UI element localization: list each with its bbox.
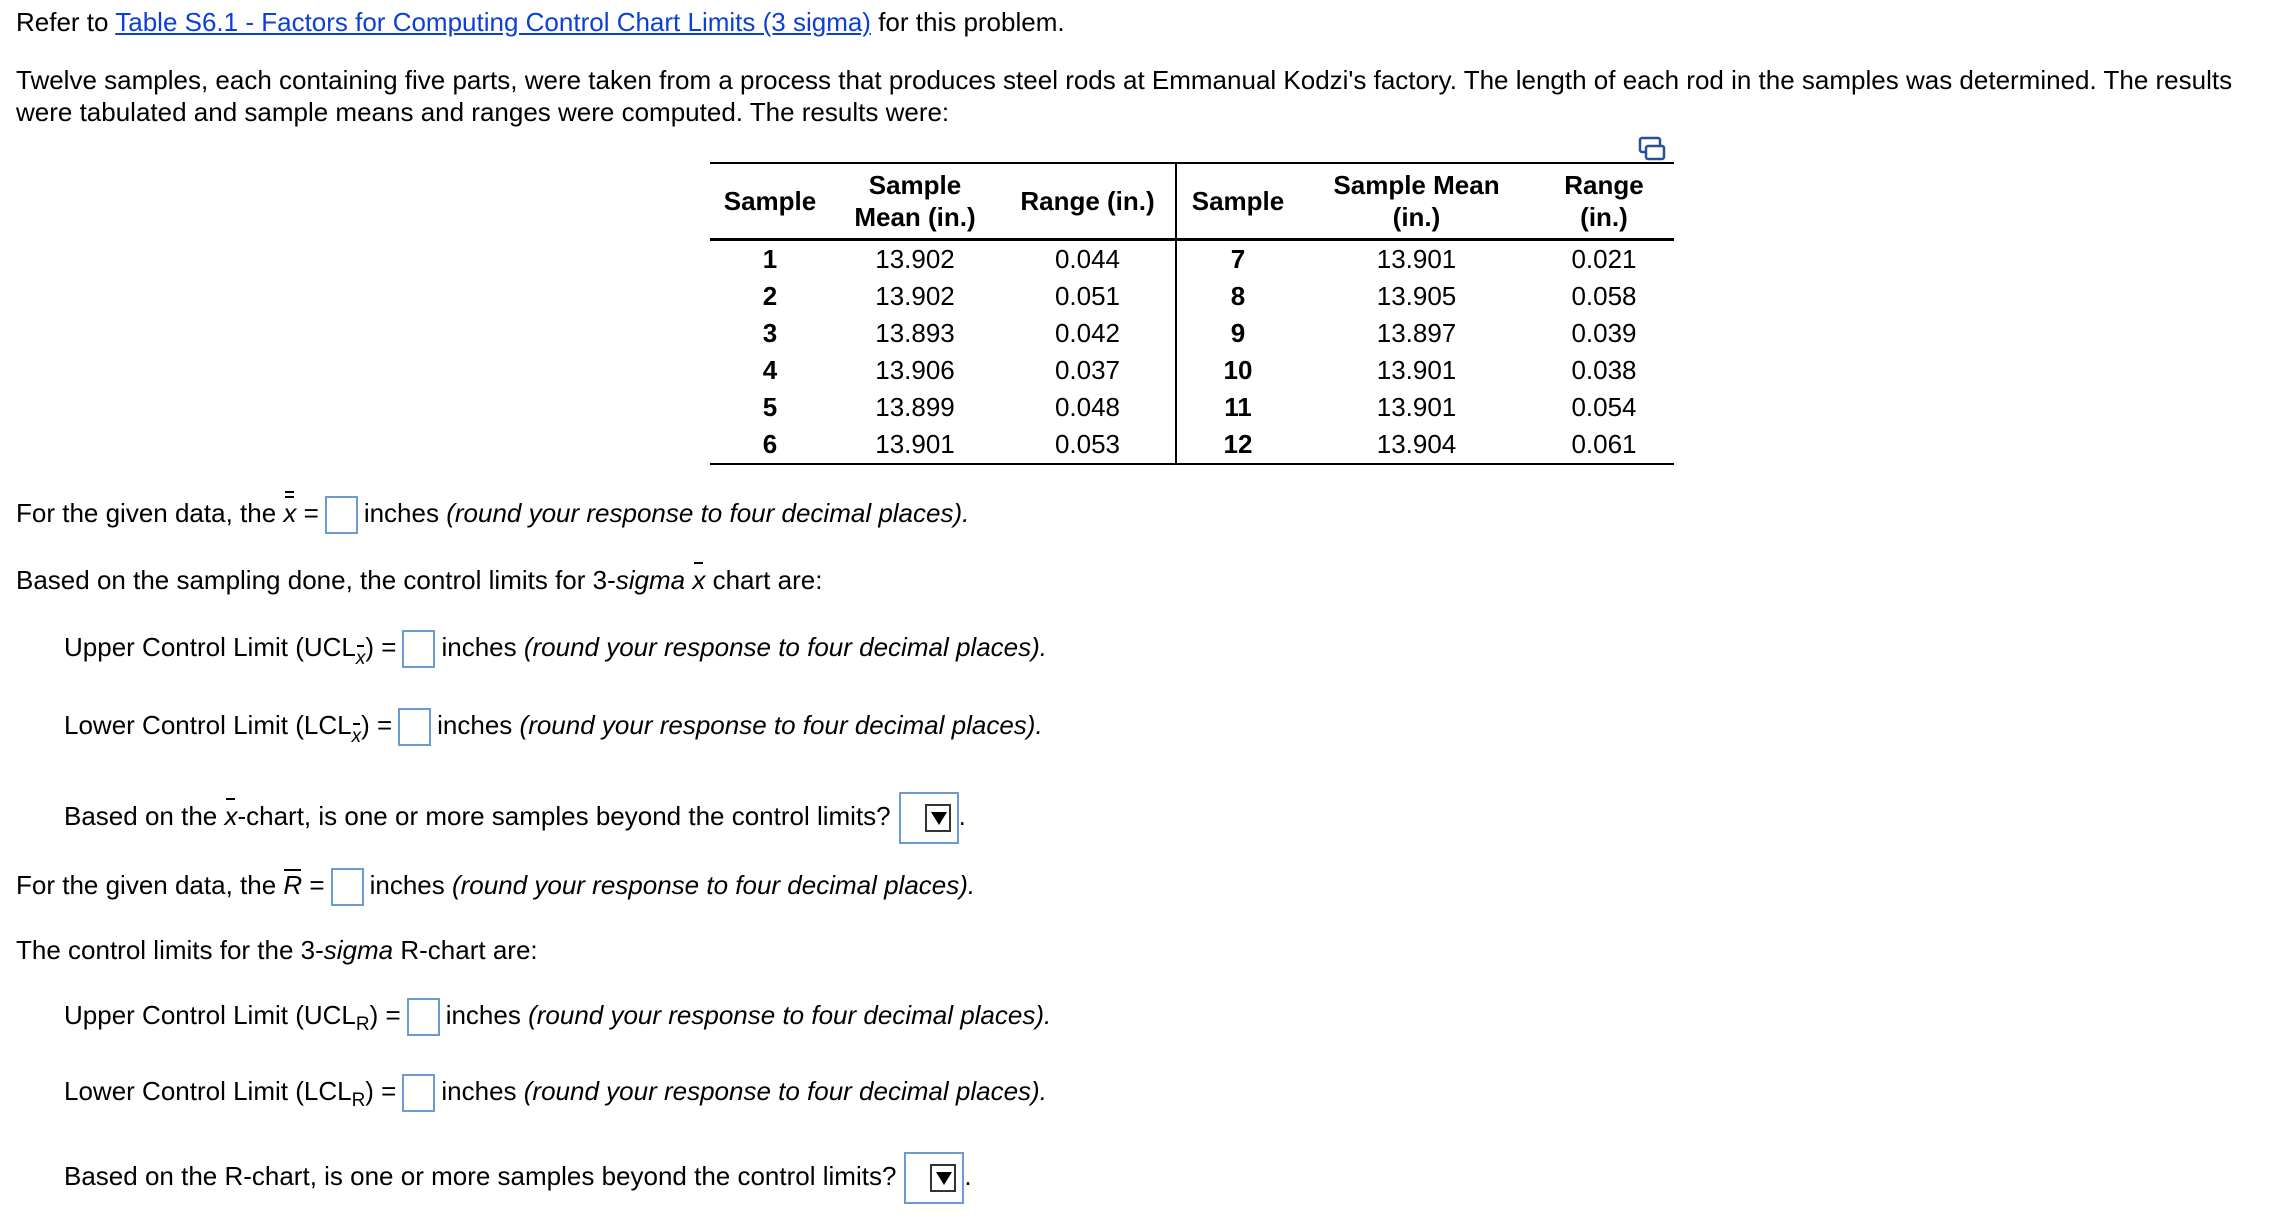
rchart-beyond-question: Based on the R-chart, is one or more samples beyond the control limits? .	[64, 1152, 972, 1204]
lcl-r-question: Lower Control Limit $(LCL_R)$ = inches (round your response to four decimal places).	[64, 1075, 1047, 1112]
dropdown-arrow-icon	[925, 804, 951, 832]
xdoublebar-question: For the given data, the x = inches (round your response to four decimal places).	[16, 496, 969, 534]
header-sample-2: Sample	[1191, 186, 1285, 216]
xchart-beyond-dropdown[interactable]	[899, 792, 959, 844]
table-row: 6 13.901 0.053 12 13.904 0.061	[710, 426, 1674, 464]
problem-text-line-1: Twelve samples, each containing five parts, were taken from a process that produces steel rods at Emmanual Kodzi's factory. The length of each rod in the samples was determined. The results	[16, 65, 2233, 95]
lcl-x-input[interactable]	[398, 708, 431, 746]
table-header-row	[710, 163, 1674, 240]
lcl-r-input[interactable]	[402, 1074, 435, 1112]
table-row: 5 13.899 0.048 11 13.901 0.054	[710, 389, 1674, 426]
problem-text-line-2: were tabulated and sample means and ranges were computed. The results were:	[16, 97, 950, 127]
ucl-x-input[interactable]	[402, 630, 435, 668]
table-row: 3 13.893 0.042 9 13.897 0.039	[710, 315, 1674, 352]
refer-line: Refer to Table S6.1 - Factors for Computing Control Chart Limits (3 sigma) for this problem.	[16, 7, 1065, 37]
header-range-2: Range (in.)	[1564, 170, 1644, 232]
rchart-beyond-dropdown[interactable]	[904, 1152, 964, 1204]
lcl-x-question: Lower Control Limit (LCLx) = inches (round your response to four decimal places).	[64, 708, 1043, 753]
xchart-limits-intro: Based on the sampling done, the control limits for 3-sigma x chart are:	[16, 565, 823, 595]
header-sample: Sample	[723, 186, 817, 216]
rbar-input[interactable]	[331, 868, 364, 906]
rchart-limits-intro: The control limits for the 3-sigma R-chart are:	[16, 935, 538, 965]
rbar-question: For the given data, the R = inches (round your response to four decimal places).	[16, 868, 975, 906]
header-range: Range (in.)	[1000, 163, 1176, 240]
r-bar-symbol: R	[283, 869, 303, 900]
table-row: 2 13.902 0.051 8 13.905 0.058	[710, 278, 1674, 315]
ucl-r-question: Upper Control Limit $(UCL_R)$ = inches (round your response to four decimal places).	[64, 999, 1052, 1036]
table-s6-1-link[interactable]: Table S6.1 - Factors for Computing Control Chart Limits (3 sigma)	[115, 7, 871, 37]
table-row: 4 13.906 0.037 10 13.901 0.038	[710, 352, 1674, 389]
x-double-bar-symbol: x	[283, 497, 297, 528]
header-sample-mean: Sample Mean (in.)	[854, 170, 976, 232]
dropdown-arrow-icon	[930, 1164, 956, 1192]
table-row: 1 13.902 0.044 7 13.901 0.021	[710, 240, 1674, 279]
ucl-r-input[interactable]	[407, 998, 440, 1036]
ucl-x-question: Upper Control Limit (UCLx) = inches (round your response to four decimal places).	[64, 630, 1047, 675]
sample-data-table	[710, 162, 1674, 465]
header-sample-mean-2: Sample Mean (in.)	[1333, 170, 1500, 232]
copy-table-icon[interactable]	[1638, 136, 1666, 162]
xchart-beyond-question: Based on the x-chart, is one or more samples beyond the control limits? .	[64, 792, 966, 844]
xdoublebar-input[interactable]	[325, 496, 358, 534]
